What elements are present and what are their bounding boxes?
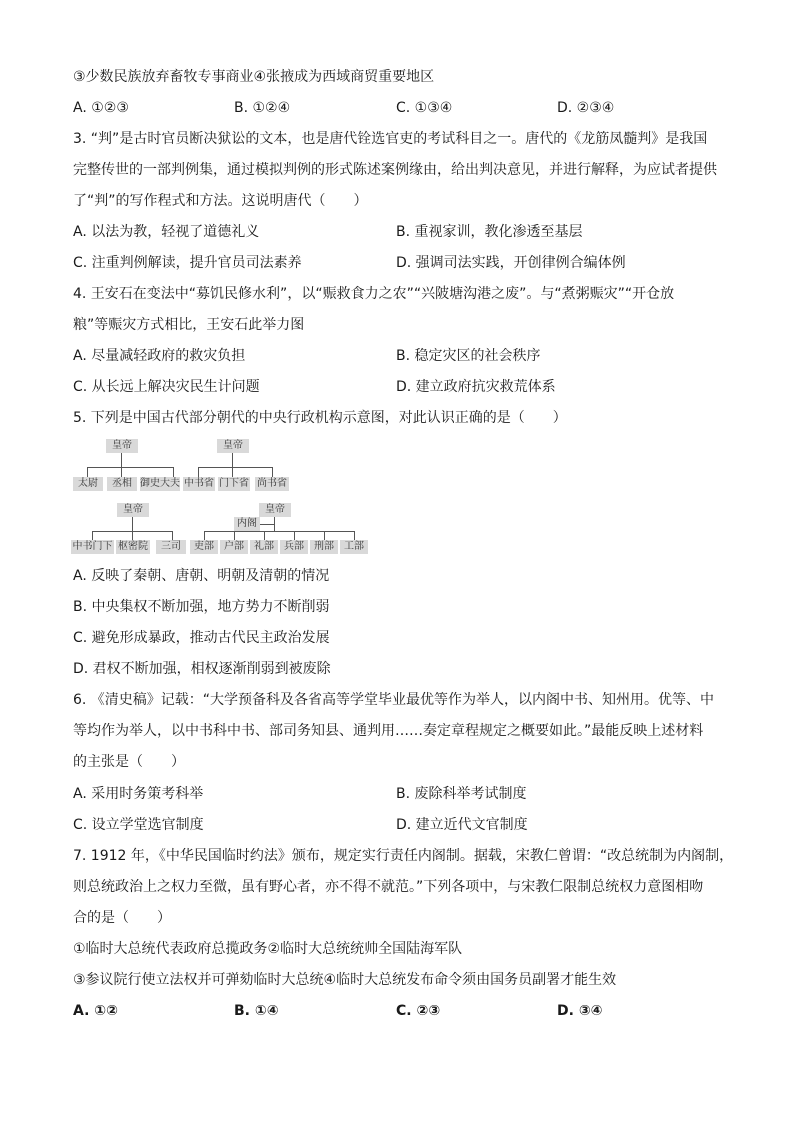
q7-stem-line-2: 则总统政治上之权力至微，虽有野心者，亦不得不就范。”下列各项中，与宋教仁限制总统权力意图相吻 <box>73 879 704 895</box>
d1-connector <box>121 453 122 467</box>
d2-drop-3 <box>272 467 273 477</box>
q6-stem-line-3: 的主张是（ ） <box>73 754 185 770</box>
d1-child-2: 丞相 <box>107 477 137 491</box>
d4-child-5: 刑部 <box>310 540 338 554</box>
q3-option-a[interactable]: A. 以法为教，轻视了道德礼义 <box>73 224 260 240</box>
d2-branch-line <box>198 467 272 468</box>
q4-stem-line-1: 4. 王安石在变法中“募饥民修水利”，以“赈救食力之农”“兴陂塘沟港之废”。与“煮粥赈灾”“开仓放 <box>73 286 675 302</box>
q4-option-b[interactable]: B. 稳定灾区的社会秩序 <box>396 348 541 364</box>
q3-stem-line-2: 完整传世的一部判例集，通过模拟判例的形式陈述案例缘由，给出判决意见，并进行解释，为应试者提供 <box>73 162 717 178</box>
q6-stem-line-2: 等均作为举人，以中书科中书、部司务知县、通判用……奏定章程规定之概要如此。”最能反映上述材料 <box>73 723 704 739</box>
d4-drop-4 <box>294 531 295 540</box>
q6-option-c[interactable]: C. 设立学堂选官制度 <box>73 817 204 833</box>
q3-option-b[interactable]: B. 重视家训，教化渗透至基层 <box>396 224 583 240</box>
d1-drop-2 <box>121 467 122 477</box>
d3-drop-3 <box>172 531 173 540</box>
d1-drop-3 <box>173 467 174 477</box>
d4-drop-5 <box>324 531 325 540</box>
q5-stem-line: 5. 下列是中国古代部分朝代的中央行政机构示意图，对此认识正确的是（ ） <box>73 410 567 426</box>
q7-statements-line-2: ③参议院行使立法权并可弹劾临时大总统④临时大总统发布命令须由国务员副署才能生效 <box>73 972 617 988</box>
q7-stem-line-3: 合的是（ ） <box>73 910 171 926</box>
q6-stem-line-1: 6. 《清史稿》记载：“大学预备科及各省高等学堂毕业最优等作为举人，以内阁中书、知州用。优等、中 <box>73 692 715 708</box>
q3-option-d[interactable]: D. 强调司法实践，开创律例合编体例 <box>396 255 626 271</box>
q7-option-b[interactable]: B. ①④ <box>234 1003 279 1019</box>
d4-child-1: 吏部 <box>190 540 218 554</box>
d2-child-3: 尚书省 <box>257 478 287 489</box>
d4-drop-3 <box>264 531 265 540</box>
d4-child-6: 工部 <box>340 540 368 554</box>
d4-connector <box>274 517 275 531</box>
q4-option-d[interactable]: D. 建立政府抗灾救荒体系 <box>396 379 556 395</box>
d4-child-2: 户部 <box>220 540 248 554</box>
q3-stem-line-1: 3. “判”是古时官员断决狱讼的文本，也是唐代铨选官吏的考试科目之一。唐代的《龙筋凤髓判》是我国 <box>73 131 708 147</box>
d3-child-2: 枢密院 <box>118 541 148 552</box>
d1-emperor-box: 皇帝 <box>106 439 138 453</box>
d2-child-2: 门下省 <box>219 478 249 489</box>
d1-branch-line <box>87 467 173 468</box>
q6-option-a[interactable]: A. 采用时务策考科举 <box>73 786 204 802</box>
q6-option-b[interactable]: B. 废除科举考试制度 <box>396 786 527 802</box>
d4-child-3: 礼部 <box>250 540 278 554</box>
q5-option-c[interactable]: C. 避免形成暴政，推动古代民主政治发展 <box>73 630 330 646</box>
d3-child-1: 中书门下 <box>72 541 113 552</box>
d4-cabinet-box: 内阁 <box>234 517 260 531</box>
q7-stem-line-1: 7. 1912 年，《中华民国临时约法》颁布，规定实行责任内阁制。据载，宋教仁曾谓：“改总统制为内阁制， <box>73 848 734 864</box>
d2-child-1: 中书省 <box>184 478 214 489</box>
q2-statement-line: ③少数民族放弃畜牧专事商业④张掖成为西域商贸重要地区 <box>73 69 435 85</box>
q4-option-a[interactable]: A. 尽量减轻政府的救灾负担 <box>73 348 246 364</box>
q6-option-d[interactable]: D. 建立近代文官制度 <box>396 817 528 833</box>
d2-drop-1 <box>198 467 199 477</box>
d3-child-3: 三司 <box>156 540 186 554</box>
d4-child-4: 兵部 <box>280 540 308 554</box>
q5-option-a[interactable]: A. 反映了秦朝、唐朝、明朝及清朝的情况 <box>73 568 330 584</box>
d1-child-3: 御史大夫 <box>140 478 180 489</box>
q3-option-c[interactable]: C. 注重判例解读，提升官员司法素养 <box>73 255 302 271</box>
q3-stem-line-3: 了“判”的写作程式和方法。这说明唐代（ ） <box>73 193 368 209</box>
q7-option-d[interactable]: D. ③④ <box>557 1003 603 1019</box>
administration-diagram <box>70 436 370 558</box>
d4-cabinet-link <box>260 524 274 525</box>
q2-option-d[interactable]: D. ②③④ <box>557 100 615 116</box>
d4-drop-2 <box>234 531 235 540</box>
d3-connector <box>132 517 133 531</box>
q2-option-b[interactable]: B. ①②④ <box>234 100 291 116</box>
q4-option-c[interactable]: C. 从长远上解决灾民生计问题 <box>73 379 260 395</box>
q5-option-b[interactable]: B. 中央集权不断加强，地方势力不断削弱 <box>73 599 330 615</box>
q2-option-c[interactable]: C. ①③④ <box>396 100 453 116</box>
d3-drop-2 <box>132 531 133 540</box>
d1-child-1: 太尉 <box>73 477 103 491</box>
d3-emperor-box: 皇帝 <box>117 503 149 517</box>
d1-drop-1 <box>87 467 88 477</box>
d2-drop-2 <box>232 467 233 477</box>
q4-stem-line-2: 粮”等赈灾方式相比，王安石此举力图 <box>73 317 305 333</box>
q2-option-a[interactable]: A. ①②③ <box>73 100 129 116</box>
d2-connector <box>232 453 233 467</box>
d4-drop-6 <box>354 531 355 540</box>
d4-emperor-box: 皇帝 <box>259 503 291 517</box>
q7-statements-line-1: ①临时大总统代表政府总揽政务②临时大总统统帅全国陆海军队 <box>73 941 463 957</box>
d4-branch-line <box>204 531 354 532</box>
q7-option-a[interactable]: A. ①② <box>73 1003 118 1019</box>
q7-option-c[interactable]: C. ②③ <box>396 1003 441 1019</box>
q5-option-d[interactable]: D. 君权不断加强，相权逐渐削弱到被废除 <box>73 661 331 677</box>
d3-drop-1 <box>92 531 93 540</box>
d2-emperor-box: 皇帝 <box>217 439 249 453</box>
d4-drop-1 <box>204 531 205 540</box>
